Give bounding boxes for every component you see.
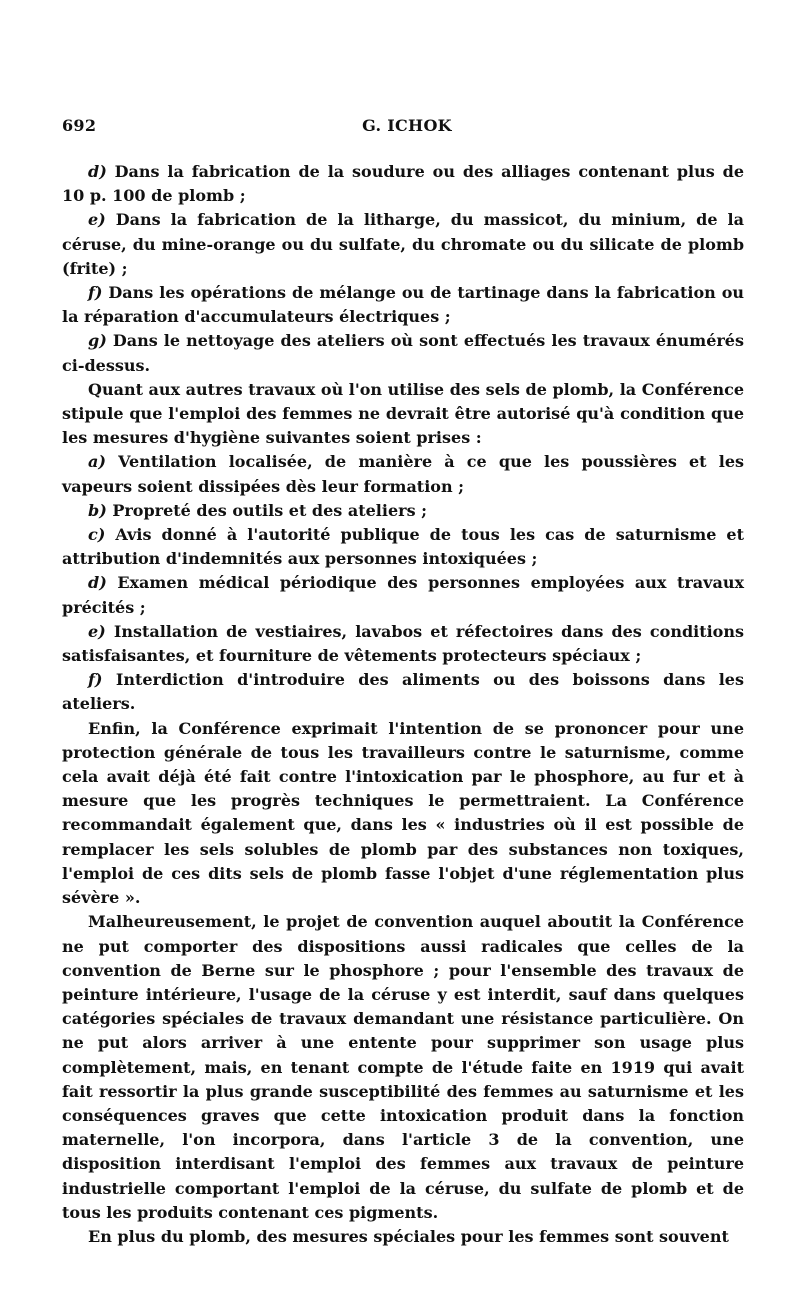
page-number: 692 bbox=[62, 116, 97, 135]
paragraph-text: Dans les opérations de mélange ou de tartinage dans la fabrication ou la réparation d'accumulateurs électriques ; bbox=[62, 283, 744, 327]
paragraph-nettoyage bbox=[62, 329, 744, 377]
paragraph-text: Interdiction d'introduire des aliments ou des boissons dans les ateliers. bbox=[62, 670, 744, 714]
running-title: G. ICHOK bbox=[362, 116, 452, 135]
paragraph-text: Installation de vestiaires, lavabos et réfectoires dans des conditions satisfaisantes, et fourniture de vêtements protecteurs spéciaux ; bbox=[62, 621, 744, 666]
paragraph-ventilation bbox=[62, 450, 744, 498]
item-label: a) bbox=[88, 452, 106, 472]
paragraph-text: Dans la fabrication de la soudure ou des alliages contenant plus de 10 p. 100 de plomb ; bbox=[62, 162, 744, 206]
paragraph-text: Malheureusement, le projet de convention auquel aboutit la Conférence ne put comporter des dispositions aussi radicales que celles de la convention de Berne sur le phosphore ; pour l'ensemble des travaux de peinture intérieure, l'usage de la céruse y est interdit, sauf dans quelques catégories spéciales de travaux demandant une résistance particulière. On ne put alors arriver à une entente pour supprimer son usage plus complètement, mais, en tenant compte de l'étude faite en 1919 qui avait fait ressortir la plus grande susceptibilité des femmes au saturnisme et les conséquences graves que cette intoxication produit dans la fonction maternelle, l'on incorpora, dans l'article 3 de la convention, une disposition interdisant l'emploi des femmes aux travaux de peinture industrielle comportant l'emploi de la céruse, du sulfate de plomb et de tous les produits contenant ces pigments. bbox=[62, 912, 744, 1222]
item-label: d) bbox=[88, 162, 107, 181]
paragraph-installation bbox=[62, 620, 744, 668]
paragraph-accumulateurs bbox=[62, 281, 744, 329]
item-label: f) bbox=[88, 670, 103, 690]
paragraph-text: Dans le nettoyage des ateliers où sont effectués les travaux énumérés ci-dessus. bbox=[62, 331, 744, 375]
paragraph-avis bbox=[62, 523, 744, 571]
paragraph-interdiction bbox=[62, 668, 744, 716]
paragraph-text: Propreté des outils et des ateliers ; bbox=[106, 500, 428, 520]
paragraph-proprete bbox=[62, 499, 744, 523]
paragraph-text: Ventilation localisée, de manière à ce que les poussières et les vapeurs soient dissipées dès leur formation ; bbox=[62, 452, 744, 496]
body-text bbox=[62, 160, 744, 1249]
paragraph-text: Enfin, la Conférence exprimait l'intention de se prononcer pour une protection générale de tous les travailleurs contre le saturnisme, comme cela avait déjà été fait contre l'intoxication par le phosphore, au fur et à mesure que les progrès techniques le permettraient. La Conférence recommandait également que, dans les « industries où il est possible de remplacer les sels solubles de plomb par des substances non toxiques, l'emploi de ces dits sels de plomb fasse l'objet d'une réglementation plus sévère ». bbox=[62, 718, 744, 908]
paragraph-text: Examen médical périodique des personnes employées aux travaux précités ; bbox=[62, 573, 744, 617]
item-label: g) bbox=[88, 331, 107, 351]
paragraph-examen bbox=[62, 571, 744, 619]
paragraph-text: Dans la fabrication de la litharge, du massicot, du minium, de la céruse, du mine-orange ou du sulfate, du chromate ou du silicate de plomb (frite) ; bbox=[62, 210, 744, 278]
item-label: c) bbox=[88, 525, 106, 545]
paragraph-litharge bbox=[62, 208, 744, 281]
paragraph-soudure bbox=[62, 160, 744, 208]
paragraph-text: Quant aux autres travaux où l'on utilise des sels de plomb, la Conférence stipule que l'emploi des femmes ne devrait être autorisé qu'à condition que les mesures d'hygiène suivantes soient prises : bbox=[62, 379, 744, 448]
page-header bbox=[62, 116, 752, 140]
paragraph-text: En plus du plomb, des mesures spéciales pour les femmes sont souvent bbox=[88, 1226, 729, 1246]
paragraph-en-plus bbox=[62, 1225, 744, 1249]
paragraph-text: Avis donné à l'autorité publique de tous les cas de saturnisme et attribution d'indemnités aux personnes intoxiquées ; bbox=[62, 525, 744, 569]
paragraph-autres-travaux bbox=[62, 378, 744, 451]
item-label: b) bbox=[88, 500, 107, 520]
paragraph-malheureusement bbox=[62, 910, 744, 1225]
item-label: e) bbox=[88, 210, 106, 230]
paragraph-enfin bbox=[62, 717, 744, 911]
item-label: f) bbox=[88, 283, 103, 303]
item-label: d) bbox=[88, 573, 107, 593]
item-label: e) bbox=[88, 621, 106, 641]
